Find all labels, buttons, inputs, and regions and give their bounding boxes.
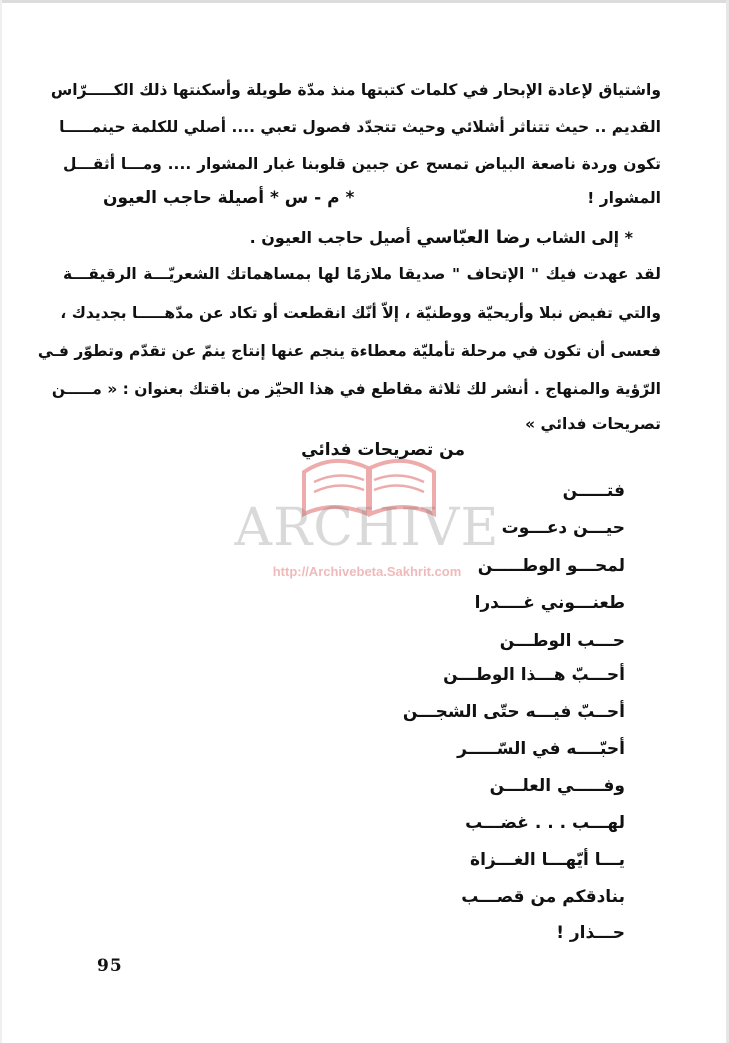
watermark-url: http://Archivebeta.Sakhrit.com (272, 564, 462, 579)
poem-line: حـــب الوطـــن (499, 631, 625, 651)
signature-author: * م - س * أصيلة حاجب العيون (103, 188, 355, 208)
paragraph-line: القديم .. حيث تتناثر أشلائي وحيث تتجدّد فصول تعبي .... أصلي للكلمة حينمـــــا (59, 118, 661, 136)
poem-line: بنادقكم من قصـــب (461, 887, 625, 907)
scan-edge-top (0, 0, 729, 3)
dedication-prefix: * إلى الشاب (535, 228, 633, 247)
paragraph-line: والتي تفيض نبلا وأريحيّة ووطنيّة ، إلاّ أنّك انقطعت أو تكاد عن مدّهـــــا بجديدك ، (60, 304, 661, 322)
poem-title: من تصريحات فدائي (301, 440, 465, 460)
signature-end-text: المشوار ! (587, 189, 661, 207)
poem-line: لمحـــو الوطـــــن (477, 556, 625, 576)
poem-line: وفـــــي العلـــن (489, 776, 625, 796)
poem-line: حـــذار ! (556, 923, 625, 943)
paragraph-line: فعسى أن تكون في مرحلة تأمليّة معطاءة ينجم عنها إنتاج ينمّ عن تقدّم وتطوّر فـي (37, 342, 661, 360)
watermark-title: ARCHIVE (234, 498, 500, 558)
poem-line: فتـــــن (562, 481, 625, 501)
signature-line (63, 188, 661, 208)
poem-line: أحبّــــه في السّـــــر (457, 739, 625, 759)
poem-line: لهـــب . . . غضـــب (465, 813, 625, 833)
poem-line: طعنـــوني غــــدرا (474, 593, 625, 613)
dedication-name: رضا العبّاسي (416, 227, 531, 248)
poem-line: حيـــن دعـــوت (501, 518, 625, 538)
paragraph-line: واشتياق لإعادة الإبحار في كلمات كتبتها منذ مدّة طويلة وأسكنتها ذلك الكـــــرّاس (50, 81, 661, 99)
poem-line: أحـــبّ هـــذا الوطـــن (443, 665, 625, 685)
scan-edge-left (0, 0, 2, 1043)
dedication-heading (73, 228, 633, 248)
page-number: 95 (97, 956, 123, 976)
archive-watermark (232, 438, 502, 588)
dedication-suffix: أصيل حاجب العيون . (249, 228, 411, 247)
paragraph-line: تصريحات فدائي » (525, 415, 661, 433)
poem-line: يـــا أيّهـــا الغـــزاة (470, 850, 625, 870)
poem-line: أحــبّ فيـــه حتّى الشجـــن (402, 702, 625, 722)
paragraph-line: الرّؤية والمنهاج . أنشر لك ثلاثة مقاطع في هذا الحيّز من باقتك بعنوان : « مـــــن (51, 380, 661, 398)
paragraph-line: تكون وردة ناصعة البياض تمسح عن جبين قلوبنا غبار المشوار .... ومـــا أثقـــل (63, 155, 661, 173)
paragraph-line: لقد عهدت فيك " الإتحاف " صديقا ملازمًا لها بمساهماتك الشعريّـــة الرقيقـــة (63, 265, 661, 283)
